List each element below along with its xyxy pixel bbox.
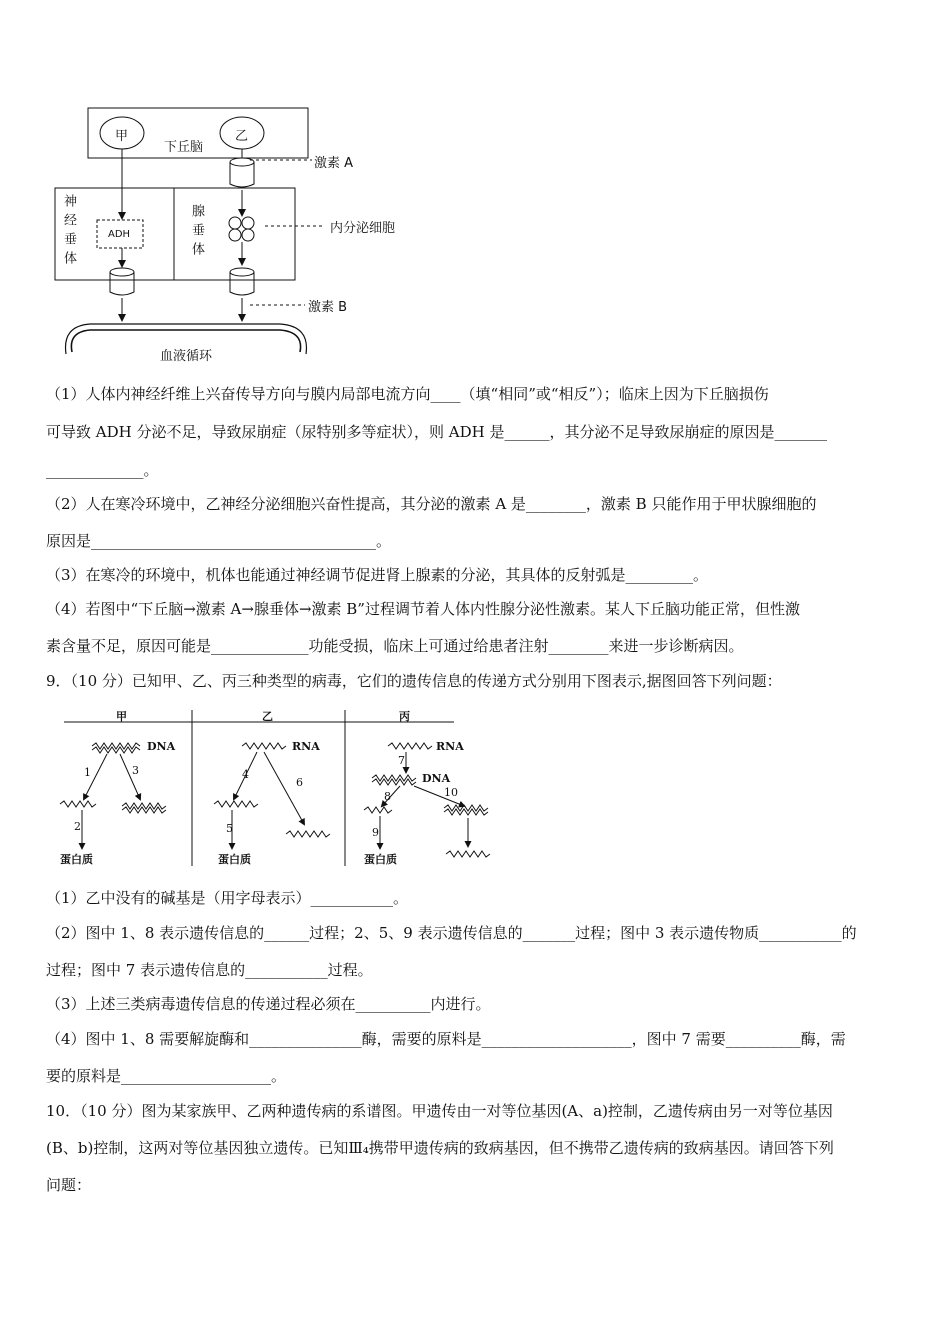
q10-line1: 10．（10 分）图为某家族甲、乙两种遗传病的系谱图。甲遗传由一对等位基因(A、a)控制，乙遗传病由另一对等位基因: [46, 1102, 833, 1120]
step-10: 10: [444, 786, 458, 799]
label-endocrine-cell: 内分泌细胞: [330, 221, 396, 236]
q8-part1-line2: 可导致 ADH 分泌不足，导致尿崩症（尿特别多等症状），则 ADH 是______，其分泌不足导致尿崩症的原因是_______: [46, 423, 827, 441]
q9-part2-line2: 过程；图中 7 表示遗传信息的___________过程。: [46, 961, 373, 979]
q9-part1: （1）乙中没有的碱基是（用字母表示）___________。: [46, 889, 409, 907]
yi-protein-label: 蛋白质: [218, 853, 251, 866]
step-2: 2: [74, 820, 81, 833]
step-1: 1: [84, 766, 91, 779]
step-7: 7: [398, 754, 405, 767]
q10-line3: 问题：: [46, 1176, 92, 1194]
q9-stem: 9．（10 分）已知甲、乙、丙三种类型的病毒，它们的遗传信息的传递方式分别用下图表示,据图回答下列问题：: [46, 672, 782, 690]
hypothalamus-pituitary-diagram: [50, 100, 396, 370]
step-5: 5: [226, 822, 233, 835]
label-jia: 甲: [115, 129, 129, 144]
bing-rna-label: RNA: [436, 740, 464, 753]
label-neurohypophysis: 神经垂体: [61, 194, 76, 270]
q8-part4-line1: （4）若图中“下丘脑→激素 A→腺垂体→激素 B”过程调节着人体内性腺分泌性激素。某人下丘脑功能正常，但性激: [46, 600, 800, 618]
label-blood: 血液循环: [160, 349, 213, 364]
yi-rna-label: RNA: [292, 740, 320, 753]
q8-part1-line3: _____________。: [46, 461, 159, 479]
step-3: 3: [132, 764, 139, 777]
jia-dna-label: DNA: [147, 740, 176, 753]
q9-part2-line1: （2）图中 1、8 表示遗传信息的______过程；2、5、9 表示遗传信息的_______过程；图中 3 表示遗传物质___________的: [46, 924, 857, 942]
q10-line2: (B、b)控制，这两对等位基因独立遗传。已知Ⅲ₄携带甲遗传病的致病基因，但不携带乙遗传病的致病基因。请回答下列: [46, 1139, 834, 1157]
step-4: 4: [242, 768, 249, 781]
step-9: 9: [372, 826, 379, 839]
q9-part4-line2: 要的原料是____________________。: [46, 1067, 287, 1085]
virus-flow-drawing: [52, 706, 512, 876]
label-adenohypophysis: 腺垂体: [189, 204, 204, 261]
jia-protein-label: 蛋白质: [60, 853, 93, 866]
bing-protein-label: 蛋白质: [364, 853, 397, 866]
label-adh: ADH: [108, 229, 131, 240]
col-jia: 甲: [116, 710, 127, 723]
q9-part4-line1: （4）图中 1、8 需要解旋酶和_______________酶，需要的原料是____________________，图中 7 需要__________酶，需: [46, 1030, 846, 1048]
q8-part4-line2: 素含量不足，原因可能是_____________功能受损，临床上可通过给患者注射________来进一步诊断病因。: [46, 637, 744, 655]
q9-part3: （3）上述三类病毒遗传信息的传递过程必须在__________内进行。: [46, 995, 491, 1013]
label-yi: 乙: [235, 129, 249, 144]
label-hormone-b: 激素 B: [308, 300, 348, 315]
virus-flow-diagram: [52, 706, 512, 876]
label-hypothalamus: 下丘脑: [164, 140, 204, 155]
q8-part2-line1: （2）人在寒冷环境中，乙神经分泌细胞兴奋性提高，其分泌的激素 A 是________，激素 B 只能作用于甲状腺细胞的: [46, 495, 817, 513]
q8-part2-line2: 原因是______________________________________。: [46, 532, 392, 550]
q8-part1-line1: （1）人体内神经纤维上兴奋传导方向与膜内局部电流方向____（填“相同”或“相反”）；临床上因为下丘脑损伤: [46, 385, 769, 403]
bing-dna-label: DNA: [422, 772, 451, 785]
col-yi: 乙: [262, 710, 273, 723]
col-bing: 丙: [399, 710, 410, 723]
label-hormone-a: 激素 A: [314, 156, 354, 171]
step-6: 6: [296, 776, 303, 789]
q8-part3: （3）在寒冷的环境中，机体也能通过神经调节促进肾上腺素的分泌，其具体的反射弧是_________。: [46, 566, 709, 584]
step-8: 8: [384, 790, 391, 803]
